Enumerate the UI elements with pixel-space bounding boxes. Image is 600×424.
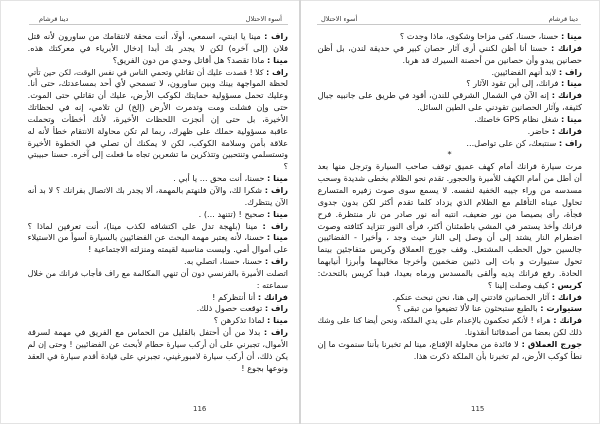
line-content: [173, 173, 288, 183]
line-content: [28, 90, 288, 100]
line-content: [28, 138, 288, 148]
text-line: [27, 268, 288, 280]
line-content: [318, 256, 582, 266]
header-author: دينا قرشام: [548, 15, 578, 23]
line-content: [28, 269, 288, 278]
line-text: تحول ستيوارت و بات إلى ذئبين ضخمين وأخرجا مخالبهما وأبرزا أنيابهما: [317, 256, 582, 267]
speaker-name: مينا :: [561, 78, 582, 89]
text-line: [317, 351, 582, 363]
text-line: [317, 102, 582, 114]
speaker-name: فرانك :: [551, 90, 582, 101]
line-text: أن أطل من أمام الكهف للأميرة والحجور. تقدم نحو الظلام بخطى شديدة وسحب: [317, 174, 582, 184]
text-line: [27, 90, 288, 102]
text-line: [317, 303, 582, 315]
line-content: [28, 78, 288, 88]
line-content: [241, 363, 288, 373]
running-header: [29, 13, 288, 25]
text-line: [317, 232, 582, 244]
line-content: [466, 138, 582, 148]
page-text-block: [317, 31, 582, 363]
text-line: [27, 78, 288, 90]
line-content: [318, 209, 582, 219]
line-content: [214, 315, 288, 325]
line-text: مسدسه من وراء جيبه الخفية لنفسه. لا يسمع سوى صوت زفيره المتسارع: [317, 184, 582, 195]
page-number: 116: [193, 405, 207, 413]
speaker-name: فرانك :: [551, 125, 582, 136]
text-line: [317, 244, 582, 256]
line-content: [28, 185, 288, 195]
line-text: على أموال أمي. وليست مناسبة لقيمته ومنزلته الاجتماعية !: [88, 244, 288, 255]
speaker-name: كريس :: [551, 279, 582, 290]
line-text: يكن ذلك، أن أركب سيارة لامبورغيني، تجبرني على قيادة أقدم سيارة في العقد: [27, 351, 288, 361]
speaker-name: فرانك :: [257, 291, 288, 302]
line-text: كثيفة، وآثار الحصانين تقودني على الطين السائل.: [417, 102, 582, 113]
running-header: [317, 13, 581, 25]
speaker-name: مينا :: [561, 113, 582, 124]
text-line: [27, 126, 288, 138]
line-text: حسنا، لأنه يعتبر مهمة البحث عن الفضائيين بالسيارة أسوأ من الاستيلاء: [27, 232, 265, 243]
line-content: [28, 126, 288, 136]
speaker-name: راف :: [264, 303, 288, 314]
line-content: [28, 327, 288, 337]
line-content: [318, 221, 582, 231]
line-text: فلان (إلى آخره) لكن لا يجدر بك أبدا إدخال الأبرياء في معركتك هذه.: [27, 42, 288, 53]
line-text: لحظة المواجهة بينك وبين ساورون، لا تسمحي لأي أحد بمساعدتك، حتى أنا.: [27, 78, 288, 89]
text-line: [27, 351, 288, 363]
line-text: ونوعها بجوع !: [241, 362, 288, 373]
line-content: [28, 31, 288, 41]
line-content: [417, 102, 582, 112]
text-line: [317, 67, 582, 79]
line-text: فرانك، إلى أين تقود الآثار ؟: [466, 78, 559, 89]
speaker-name: فرانك :: [553, 316, 582, 326]
line-text: حسنا، حسنا، اتصلي به.: [184, 256, 263, 267]
line-content: [28, 43, 288, 53]
text-line: [317, 114, 582, 126]
text-line: [27, 43, 288, 55]
text-line: [27, 102, 288, 114]
text-line: [27, 315, 288, 327]
line-text: الآن ينتظرك.: [244, 196, 288, 207]
speaker-name: راف :: [264, 256, 288, 267]
line-text: بدلا من أن أحتفل بالقليل من الحماس مع الفريق في مهمة لسرقة: [27, 327, 261, 338]
line-text: عاقبة مسؤولية حملك على ظهرك، ربما لم تكن محاولة الانتقام خطأ لأنه له: [27, 125, 288, 136]
line-text: اتصلت الأميرة بالفرنسي دون أن تنهي المكالمة مع راف فأجاب فرانك من خلال: [27, 268, 288, 278]
line-text: الأموال، تجبرني على أن أركب سيارة حطام لأبحث عن الفضائيين ! وحتى إن لم: [27, 339, 288, 349]
line-content: [403, 55, 583, 65]
line-text: توقعت حصول ذلك.: [196, 303, 263, 314]
line-text: حصانين يبدو وأن حصانين من أحصنة السيرك قد هربا.: [402, 54, 582, 65]
text-line: [27, 55, 288, 67]
line-content: [318, 161, 582, 171]
line-text: حتى وإن فشلت ومت وتدمرت الأرض (إلخ) لن تلامي، إنه في لحظاتك: [27, 102, 288, 113]
line-text: لابد أنهم الفضائيين.: [491, 66, 557, 77]
text-line: [317, 256, 582, 268]
line-text: كيف وصلت إلينا ؟: [487, 279, 549, 290]
line-content: [488, 280, 582, 290]
line-text: حاضر.: [527, 125, 550, 136]
right-page: [301, 1, 599, 423]
line-text: شغل نظام GPS خاصتك.: [474, 113, 559, 124]
line-text: نطأ كوكب الأرض، لم تخبرنا بأن الملكة ذكرت هذا.: [413, 350, 582, 361]
text-line: [27, 327, 288, 339]
text-line: [27, 292, 288, 304]
text-line: [317, 327, 582, 339]
line-content: [414, 351, 582, 361]
text-line: [317, 43, 582, 55]
text-line: [27, 363, 288, 375]
speaker-name: راف :: [266, 67, 288, 77]
line-text: مينا (بلهجة تدل على اكتشافه لكذب مينا)، أنت تعرفين لماذا ؟: [27, 220, 258, 231]
line-content: [28, 221, 288, 231]
line-content: [28, 114, 288, 124]
line-content: [447, 149, 451, 159]
speaker-name: فرانك :: [551, 291, 582, 302]
text-line: [317, 292, 582, 304]
text-line: [27, 280, 288, 292]
line-content: [400, 31, 582, 41]
line-content: [474, 114, 582, 124]
text-line: [27, 149, 288, 161]
line-content: [466, 78, 582, 88]
line-text: شكرا لك، والآن فلنهتم بالمهمة، ألا يجدر بك الاتصال بفرانك ؟ لا بد أنه: [27, 184, 262, 195]
line-content: [199, 209, 288, 219]
line-text: سنتبعك، كن على تواصل...: [466, 137, 557, 148]
text-line: [317, 185, 582, 197]
line-content: [392, 292, 582, 302]
line-text: وعليك تحمل مسؤولية حمايتك لكوكب الأرض، عليك أن تقاتلي حتى الموت.: [27, 90, 288, 101]
line-content: [318, 185, 582, 195]
text-line: [27, 173, 288, 185]
line-text: أنا أنتظركم !: [212, 291, 256, 302]
text-line: [27, 244, 288, 256]
text-line: [317, 31, 582, 43]
line-text: لا فائدة من محاولة الإقناع، مينا لم تخبرنا بأننا سنموت ما إن: [317, 338, 519, 349]
text-line: [27, 31, 288, 43]
speaker-name: راف :: [558, 66, 582, 77]
speaker-name: مينا :: [561, 31, 582, 41]
text-line: [27, 232, 288, 244]
line-content: [318, 244, 582, 254]
speaker-name: راف :: [264, 31, 288, 41]
line-content: [113, 55, 288, 65]
line-content: [318, 174, 582, 183]
text-line: [317, 161, 582, 173]
text-line: [317, 138, 582, 150]
line-content: [318, 268, 582, 278]
line-text: فجأة، رأى بصيصا من نور ضعيف، انتبه أنه نور صادر من نار منتظرة. فرح: [317, 208, 582, 219]
text-line: [27, 221, 288, 233]
speaker-name: راف :: [264, 184, 288, 195]
text-line: [27, 256, 288, 268]
line-text: سماعته :: [256, 279, 288, 290]
text-line: [317, 78, 582, 90]
line-content: [397, 303, 582, 313]
text-line: [27, 67, 288, 79]
line-content: [528, 126, 582, 136]
line-text: صحيح ! (تتنهد ...) .: [198, 208, 265, 219]
line-text: لماذا تذكرهن ؟: [213, 315, 265, 326]
line-text: ؟: [283, 161, 288, 172]
line-text: ماذا تقصد؟ هل أقاتل وحدي من دون الفريق؟: [112, 54, 265, 65]
line-content: [318, 197, 582, 207]
text-line: [27, 197, 288, 209]
line-text: حسنا أنا أظن لكنني أرى آثار حصان كبير في حديقة لندن، بل أظن: [317, 42, 548, 53]
line-text: هراء ! لأنكم تحكمون بالإعدام على يدي الملكة، ونحن أيضا كنا على وشك: [317, 316, 551, 326]
text-line: [317, 149, 582, 161]
text-line: [317, 280, 582, 292]
line-text: مرت سيارة فرانك أمام كهف عميق توقف صاحب السيارة وترجل منها بعد: [317, 161, 582, 172]
text-line: [27, 114, 288, 126]
text-line: [27, 161, 288, 173]
line-text: كلا ! قصدت عليك أن تقاتلي وتحمي الناس في نفس الوقت، لكن حين تأتي: [27, 67, 264, 77]
speaker-name: مينا :: [266, 232, 288, 243]
text-line: [317, 209, 582, 221]
line-content: [318, 339, 582, 349]
line-content: [318, 232, 582, 242]
header-author: دينا قرشام: [39, 15, 69, 23]
line-text: فرانك وأخذ يستمر في المشي باطمئنان أكثر، فرأى النور تتزايد كثافته وصوت: [317, 220, 582, 231]
line-text: بالطبع ستبحثون عنا لألا تضيعوا من تبقى ؟: [396, 303, 538, 314]
line-text: علاقة بأمن وسلامة الكوكب، لكن لا يمكنك أن تصلي في الخطوة الأخيرة: [27, 137, 288, 148]
line-text: ذلك لكن بعضا من أصدقائنا أنقذونا.: [464, 327, 582, 338]
speaker-name: جورج العملاق :: [521, 338, 582, 349]
line-content: [197, 303, 288, 313]
line-text: آثار الحصانين قادتني إلى هنا، نحن نبحث عنكم.: [392, 291, 550, 302]
line-text: اضطرام النار يشتد إلى أن وصل إلى النار حيث وجد ، وأخيرا - الفضائيين: [317, 232, 582, 243]
line-content: [88, 244, 288, 254]
line-text: حسنا، حسنا، كفى مزاحا وشكوى، ماذا وجدت ؟: [399, 31, 559, 41]
speaker-name: راف :: [558, 137, 582, 148]
line-content: [28, 102, 288, 112]
line-content: [318, 43, 582, 53]
speaker-name: راف :: [263, 327, 288, 338]
line-text: مينا يا ابنتي، اسمعي، أولًا، أنت محقة لانتقامك من ساورون لأنه قتل: [27, 31, 261, 41]
text-line: [317, 315, 582, 327]
line-content: [284, 161, 288, 171]
speaker-name: فرانك :: [551, 42, 582, 53]
text-line: [317, 221, 582, 233]
line-content: [318, 90, 582, 100]
line-text: الحادة. رفع فرانك يديه وألقى بالمسدس ورماه بعيدا، فبدأ كريس بالتحدث:: [317, 267, 582, 278]
line-content: [28, 340, 288, 349]
line-text: تحاول عيناه التأقلم مع الظلام الذي يزداد كلما تقدم أكثر لكن بدون جدوى: [317, 196, 582, 207]
text-line: [317, 197, 582, 209]
speaker-name: مينا :: [267, 208, 288, 219]
line-text: وتستسلمي وتنتحبين وتتذكرين ما تشعرين تجاه ما فعلت إلى آخره. حسنا حبيبتي: [27, 150, 288, 160]
header-book-title: أسوء الاحتلال: [321, 15, 358, 23]
page-number: 115: [471, 405, 485, 413]
line-content: [184, 256, 288, 266]
text-line: [317, 268, 582, 280]
line-content: [28, 352, 288, 361]
line-content: [28, 150, 288, 159]
line-content: [28, 68, 288, 77]
line-content: [212, 292, 288, 302]
line-text: الأخيرة، بل حتى إن أنجزت اللحظات الأخيرة، لأنك أخطأت وتحملت: [27, 113, 288, 124]
text-line: [27, 185, 288, 197]
line-content: [465, 327, 582, 337]
speaker-name: راف :: [262, 220, 288, 231]
line-content: [491, 67, 582, 77]
text-line: [317, 339, 582, 351]
line-text: جالسين حول الحطب المشتعل. وقف جورج العملاق وكريس متفاجئين بينما: [317, 244, 582, 255]
speaker-name: مينا :: [267, 54, 288, 65]
header-book-title: أسوء الاحتلال: [245, 15, 282, 23]
left-page: [1, 1, 299, 423]
line-content: [257, 280, 288, 290]
text-line: [317, 173, 582, 185]
page-text-block: [27, 31, 288, 374]
text-line: [27, 138, 288, 150]
text-line: [27, 339, 288, 351]
text-line: [317, 126, 582, 138]
speaker-name: ستيوارت :: [540, 303, 582, 314]
text-line: [27, 303, 288, 315]
line-text: *: [447, 149, 452, 160]
line-content: [28, 232, 288, 242]
speaker-name: مينا :: [267, 173, 288, 184]
line-text: حسنا، أنت محق ... يا أبي .: [173, 173, 265, 184]
line-content: [245, 197, 288, 207]
text-line: [317, 55, 582, 67]
line-text: إنه الآن في الشمال الشرقي للندن، أقود في طريق على جانبيه جبال: [317, 90, 549, 101]
text-line: [27, 209, 288, 221]
line-content: [318, 316, 582, 325]
speaker-name: مينا :: [267, 315, 288, 326]
text-line: [317, 90, 582, 102]
